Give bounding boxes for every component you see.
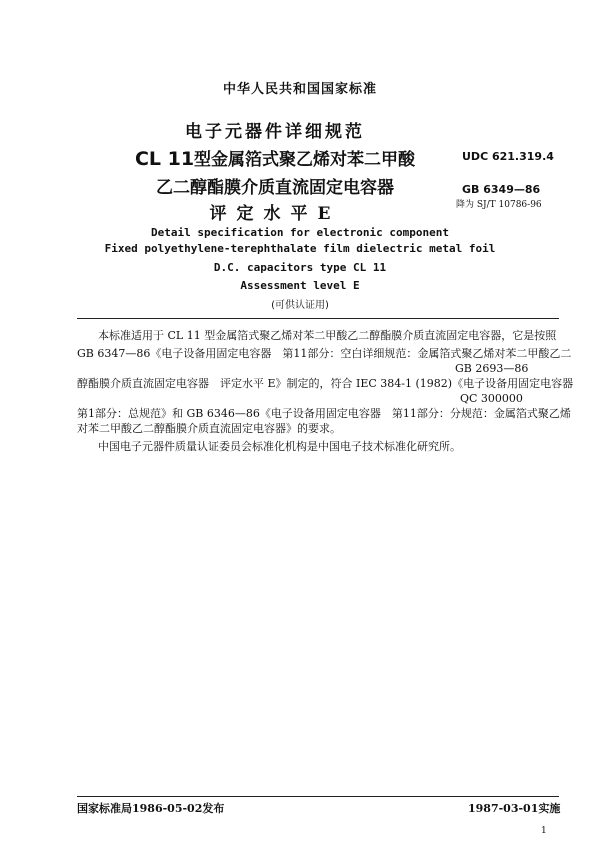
title-cn-line1: 电子元器件详细规范 — [185, 122, 365, 142]
body-line-1: 本标准适用于 CL 11 型金属箔式聚乙烯对苯二甲酸乙二醇酯膜介质直流固定电容器，它是按照 — [98, 329, 557, 342]
body-line-8: 中国电子元器件质量认证委员会标准化机构是中国电子技术标准化研究所。 — [98, 440, 461, 453]
body-line-5: QC 300000 — [460, 392, 523, 405]
gb-downgrade-note: 降为 SJ/T 10786-96 — [456, 200, 542, 210]
title-en-line4: Assessment level E — [240, 279, 360, 292]
udc-code: UDC 621.319.4 — [462, 150, 554, 163]
gb-number: GB 6349—86 — [462, 183, 541, 196]
title-cn-line3: 乙二醇酯膜介质直流固定电容器 — [156, 178, 394, 198]
national-standard-heading: 中华人民共和国国家标准 — [222, 82, 377, 97]
title-en-line3: D.C. capacitors type CL 11 — [213, 261, 387, 274]
title-en-line2: Fixed polyethylene-terephthalate film dielectric metal foil — [104, 242, 496, 255]
body-line-6: 第1部分：总规范》和 GB 6346—86《电子设备用固定电容器 第11部分：分规范：金属箔式聚乙烯 — [77, 407, 571, 420]
footer-divider — [77, 796, 559, 797]
issued-date: 国家标准局1986-05-02发布 — [77, 802, 225, 815]
title-cn-line2-rest: 型金属箔式聚乙烯对苯二甲酸 — [194, 150, 416, 170]
body-line-4: 醇酯膜介质直流固定电容器 评定水平 E》制定的，符合 IEC 384-1 (1982)《电子设备用固定电容器 — [77, 377, 574, 390]
effective-date: 1987-03-01实施 — [468, 802, 561, 815]
body-line-2: GB 6347—86《电子设备用固定电容器 第11部分：空白详细规范：金属箔式聚乙烯对苯二甲酸乙二 — [77, 347, 572, 360]
title-en-line1: Detail specification for electronic component — [150, 226, 449, 239]
header-divider — [77, 318, 559, 319]
body-line-7: 对苯二甲酸乙二醇酯膜介质直流固定电容器》的要求。 — [77, 422, 341, 435]
body-line-3: GB 2693—86 — [455, 362, 529, 375]
title-cn-line2 — [110, 145, 440, 170]
page-number: 1 — [541, 826, 547, 836]
title-cn-model: CL 11 — [134, 148, 195, 170]
certification-note: (可供认证用) — [271, 300, 329, 311]
title-cn-line4: 评定水平E — [209, 204, 341, 224]
